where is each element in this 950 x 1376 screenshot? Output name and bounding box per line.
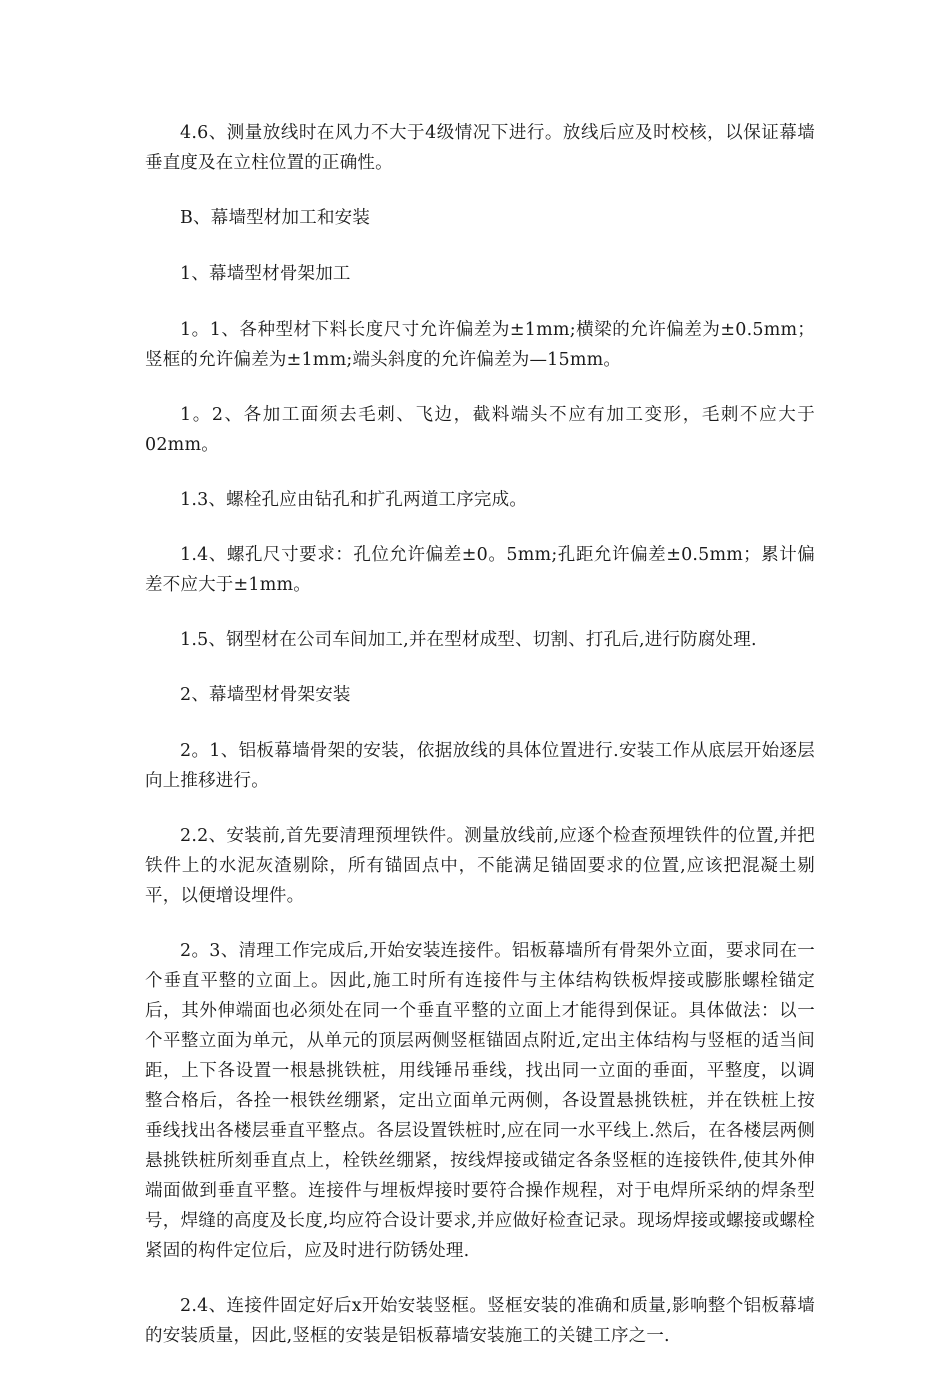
paragraph-1-1: 1。1、各种型材下料长度尺寸允许偏差为±1mm;横梁的允许偏差为±0.5mm；竖框的允许偏差为±1mm;端头斜度的允许偏差为—15mm。: [145, 320, 815, 370]
subsection-heading-2: 2、幕墙型材骨架安装: [180, 685, 351, 705]
paragraph-2-3: 2。3、清理工作完成后,开始安装连接件。铝板幕墙所有骨架外立面，要求同在一个垂直平整的立面上。因此,施工时所有连接件与主体结构铁板焊接或膨胀螺栓锚定后，其外伸端面也必须处在同一个垂直平整的立面上才能得到保证。具体做法：以一个平整立面为单元，从单元的顶层两侧竖框锚固点附近,定出主体结构与竖框的适当间距，上下各设置一根悬挑铁桩，用线锤吊垂线，找出同一立面的垂面，平整度，以调整合格后，各拴一根铁丝绷紧，定出立面单元两侧，各设置悬挑铁桩，并在铁桩上按垂线找出各楼层垂直平整点。各层设置铁桩时,应在同一水平线上.然后，在各楼层两侧悬挑铁桩所刻垂直点上，栓铁丝绷紧，按线焊接或锚定各条竖框的连接铁件,使其外伸端面做到垂直平整。连接件与埋板焊接时要符合操作规程，对于电焊所采纳的焊条型号，焊缝的高度及长度,均应符合设计要求,并应做好检查记录。现场焊接或螺接或螺栓紧固的构件定位后，应及时进行防锈处理.: [145, 941, 815, 1261]
paragraph-2-2: 2.2、安装前,首先要清理预埋铁件。测量放线前,应逐个检查预埋铁件的位置,并把铁件上的水泥灰渣剔除，所有锚固点中，不能满足锚固要求的位置,应该把混凝土剔平，以便增设埋件。: [145, 826, 815, 906]
paragraph-1-4: 1.4、螺孔尺寸要求：孔位允许偏差±0。5mm;孔距允许偏差±0.5mm；累计偏差不应大于±1mm。: [145, 545, 815, 595]
section-heading-b: B、幕墙型材加工和安装: [180, 208, 371, 228]
paragraph-1-5: 1.5、钢型材在公司车间加工,并在型材成型、切割、打孔后,进行防腐处理.: [180, 630, 757, 650]
subsection-heading-1: 1、幕墙型材骨架加工: [180, 264, 351, 284]
paragraph-4-6: 4.6、测量放线时在风力不大于4级情况下进行。放线后应及时校核，以保证幕墙垂直度及在立柱位置的正确性。: [145, 123, 815, 173]
paragraph-2-1: 2。1、铝板幕墙骨架的安装，依据放线的具体位置进行.安装工作从底层开始逐层向上推移进行。: [145, 741, 815, 791]
document-page: [145, 118, 815, 1376]
paragraph-1-3: 1.3、螺栓孔应由钻孔和扩孔两道工序完成。: [180, 490, 528, 510]
paragraph-1-2: 1。2、各加工面须去毛刺、飞边，截料端头不应有加工变形，毛刺不应大于02mm。: [145, 405, 815, 455]
paragraph-2-4: 2.4、连接件固定好后x开始安装竖框。竖框安装的准确和质量,影响整个铝板幕墙的安装质量，因此,竖框的安装是铝板幕墙安装施工的关键工序之一.: [145, 1296, 815, 1346]
